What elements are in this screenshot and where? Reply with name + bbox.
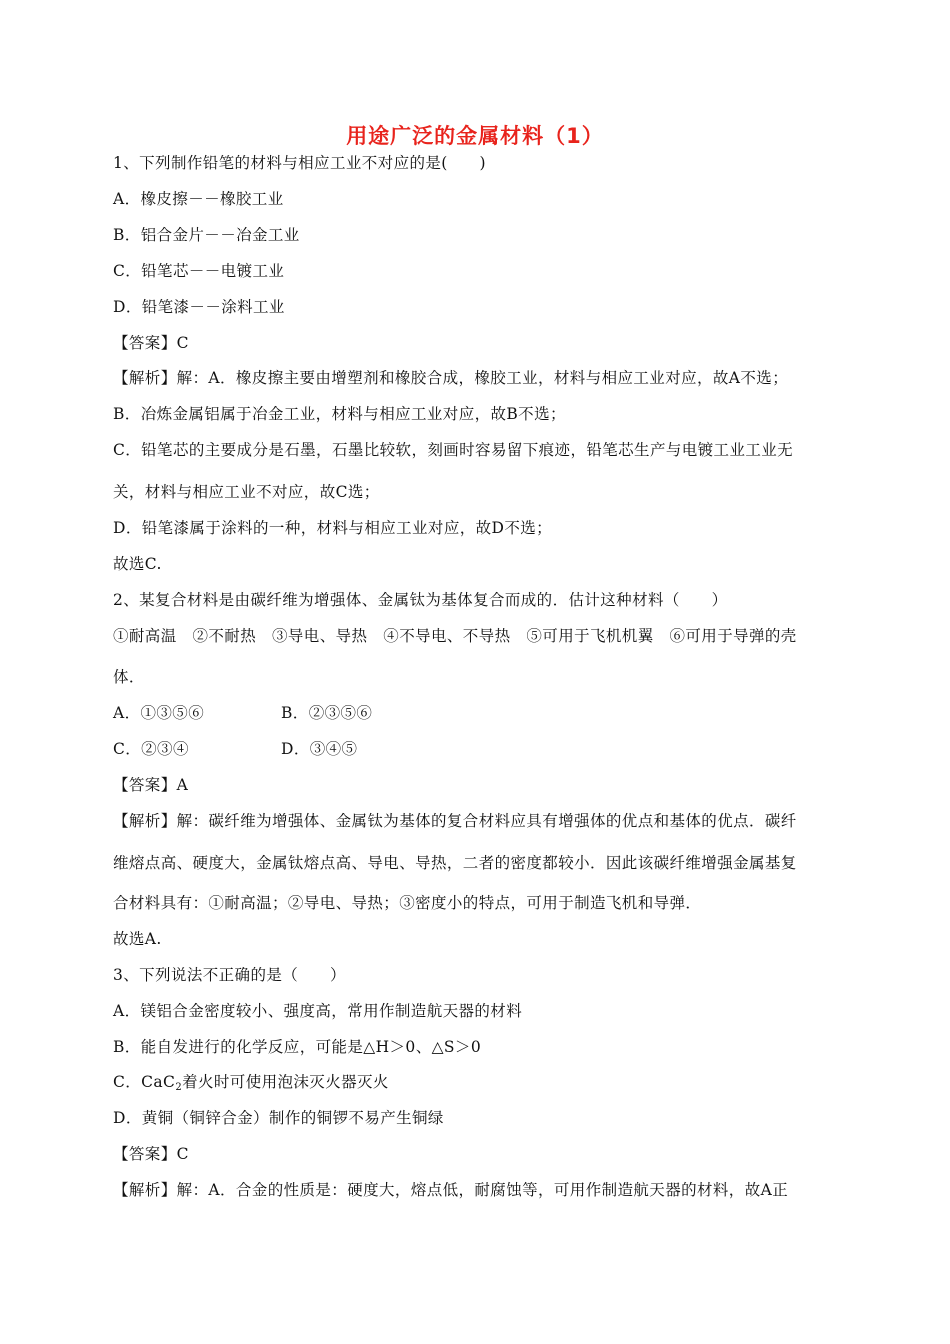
q2-items-line: ①耐高温 ②不耐热 ③导电、导热 ④不导电、不导热 ⑤可用于飞机机翼 ⑥可用于导弹的壳 [113, 627, 797, 645]
q2-option-a: A．①③⑤⑥ [113, 704, 205, 722]
q1-analysis-line: C．铅笔芯的主要成分是石墨，石墨比较软，刻画时容易留下痕迹，铅笔芯生产与电镀工业工业无 [113, 441, 794, 459]
q1-analysis-line: D．铅笔漆属于涂料的一种，材料与相应工业对应，故D不选； [113, 519, 553, 537]
q1-stem: 1、下列制作铅笔的材料与相应工业不对应的是( ) [113, 154, 486, 172]
q3-option-c-prefix: C．CaC [113, 1073, 176, 1091]
q1-option-c: C．铅笔芯－－电镀工业 [113, 262, 285, 280]
q1-analysis-line: 【解析】解：A．橡皮擦主要由增塑剂和橡胶合成，橡胶工业，材料与相应工业对应，故A不选； [113, 369, 789, 387]
q1-option-b: B．铝合金片－－冶金工业 [113, 226, 300, 244]
q2-analysis-line: 【解析】解：碳纤维为增强体、金属钛为基体的复合材料应具有增强体的优点和基体的优点．碳纤 [113, 812, 797, 830]
q1-conclusion: 故选C. [113, 555, 162, 573]
q1-analysis-line: B．冶炼金属铝属于冶金工业，材料与相应工业对应，故B不选； [113, 405, 566, 423]
q3-answer: 【答案】C [113, 1145, 189, 1163]
q1-analysis-line: 关，材料与相应工业不对应，故C选； [113, 483, 380, 501]
q1-answer: 【答案】C [113, 334, 189, 352]
q2-conclusion: 故选A. [113, 930, 162, 948]
q1-option-a: A．橡皮擦－－橡胶工业 [113, 190, 284, 208]
q3-stem: 3、下列说法不正确的是（ ） [113, 966, 346, 984]
q2-option-b: B．②③⑤⑥ [281, 704, 373, 722]
document-title: 用途广泛的金属材料（1） [346, 124, 604, 148]
q2-stem: 2、某复合材料是由碳纤维为增强体、金属钛为基体复合而成的．估计这种材料（ ） [113, 591, 728, 609]
q1-option-d: D．铅笔漆－－涂料工业 [113, 298, 285, 316]
q3-option-b: B．能自发进行的化学反应，可能是△H＞0、△S＞0 [113, 1038, 482, 1056]
q2-analysis-line: 合材料具有：①耐高温；②导电、导热；③密度小的特点，可用于制造飞机和导弹． [113, 894, 702, 912]
q2-analysis-line: 维熔点高、硬度大，金属钛熔点高、导电、导热，二者的密度都较小．因此该碳纤维增强金属基复 [113, 854, 797, 872]
q3-option-c-suffix: 着火时可使用泡沫灭火器灭火 [182, 1073, 389, 1091]
q3-option-a: A．镁铝合金密度较小、强度高，常用作制造航天器的材料 [113, 1002, 523, 1020]
subscript-2: 2 [175, 1082, 183, 1093]
q2-option-d: D．③④⑤ [281, 740, 358, 758]
q2-items-line: 体． [113, 668, 145, 686]
q2-option-c: C．②③④ [113, 740, 189, 758]
q2-answer: 【答案】A [113, 776, 189, 794]
q3-option-d: D．黄铜（铜锌合金）制作的铜锣不易产生铜绿 [113, 1109, 444, 1127]
q3-analysis-line: 【解析】解：A．合金的性质是：硬度大，熔点低，耐腐蚀等，可用作制造航天器的材料，故A正 [113, 1181, 789, 1199]
q3-option-c [113, 1072, 389, 1098]
